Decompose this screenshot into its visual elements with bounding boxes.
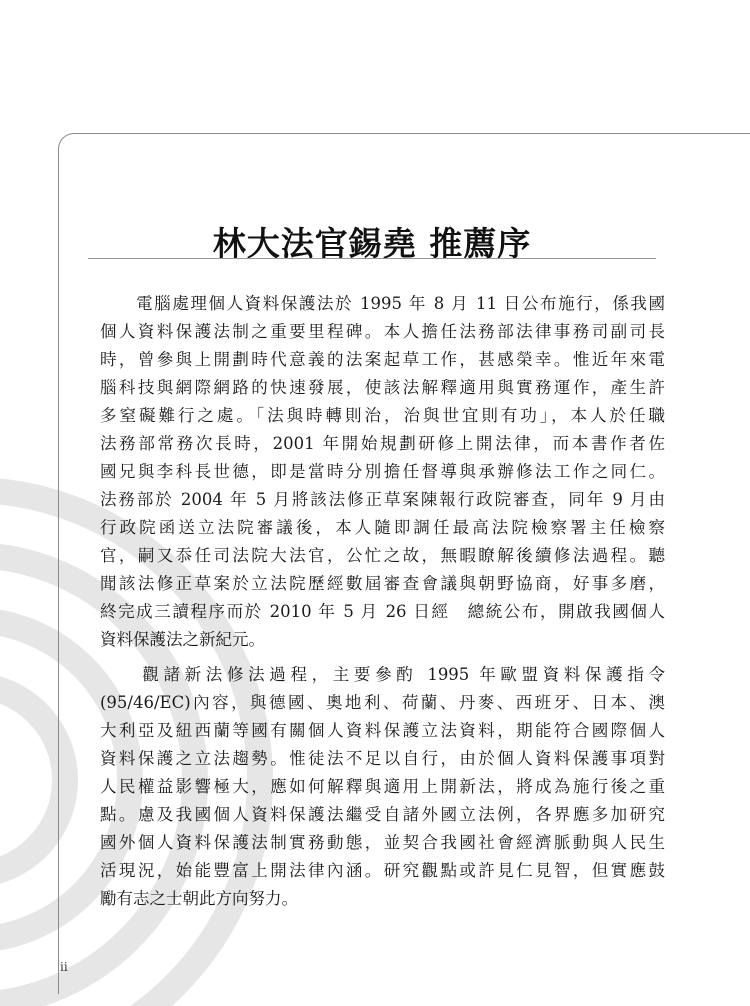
- text-line: 活現況，始能豐富上開法律內涵。研究觀點或許見仁見智，但實應鼓: [100, 861, 665, 880]
- text-line: 電腦處理個人資料保護法於 1995 年 8 月 11 日公布施行，係我國: [100, 294, 665, 313]
- text-line: 資料保護法之新紀元。: [100, 630, 265, 649]
- paragraph-2: [100, 661, 665, 913]
- text-line: 行政院函送立法院審議後，本人隨即調任最高法院檢察署主任檢察: [100, 518, 665, 537]
- text-line: 國外個人資料保護法制實務動態，並契合我國社會經濟脈動與人民生: [100, 833, 665, 852]
- paragraph-1: [100, 290, 665, 654]
- text-line: 法務部常務次長時，2001 年開始規劃研修上開法律，而本書作者佐: [100, 434, 665, 453]
- page-number: ii: [60, 960, 68, 974]
- text-line: 勵有志之士朝此方向努力。: [100, 889, 298, 908]
- text-line: 法務部於 2004 年 5 月將該法修正草案陳報行政院審查，同年 9 月由: [100, 490, 665, 509]
- text-line: 時，曾參與上開劃時代意義的法案起草工作，甚感榮幸。惟近年來電: [100, 350, 665, 369]
- text-line: 個人資料保護法制之重要里程碑。本人擔任法務部法律事務司副司長: [100, 322, 665, 341]
- text-line: 多窒礙難行之處。「法與時轉則治，治與世宜則有功」，本人於任職: [100, 406, 665, 425]
- text-line: (95/46/EC)內容，與德國、奧地利、荷蘭、丹麥、西班牙、日本、澳: [100, 693, 665, 712]
- text-line: 資料保護之立法趨勢。惟徒法不足以自行，由於個人資料保護事項對: [100, 749, 665, 768]
- text-line: 點。慮及我國個人資料保護法繼受自諸外國立法例，各界應多加研究: [100, 805, 665, 824]
- page-title: 林大法官錫堯 推薦序: [212, 224, 532, 264]
- title-divider: [88, 258, 656, 259]
- text-line: 終完成三讀程序而於 2010 年 5 月 26 日經 總統公布，開啟我國個人: [100, 602, 665, 621]
- text-line: 觀諸新法修法過程，主要參酌 1995 年歐盟資料保護指令: [100, 665, 665, 684]
- text-line: 人民權益影響極大，應如何解釋與適用上開新法，將成為施行後之重: [100, 777, 665, 796]
- text-line: 腦科技與網際網路的快速發展，使該法解釋適用與實務運作，產生許: [100, 378, 665, 397]
- text-line: 大利亞及紐西蘭等國有關個人資料保護立法資料，期能符合國際個人: [100, 721, 665, 740]
- text-line: 聞該法修正草案於立法院歷經數屆審查會議與朝野協商，好事多磨，: [100, 574, 665, 593]
- text-line: 國兄與李科長世德，即是當時分別擔任督導與承辦修法工作之同仁。: [100, 462, 665, 481]
- text-line: 官，嗣又忝任司法院大法官，公忙之故，無暇瞭解後續修法過程。聽: [100, 546, 665, 565]
